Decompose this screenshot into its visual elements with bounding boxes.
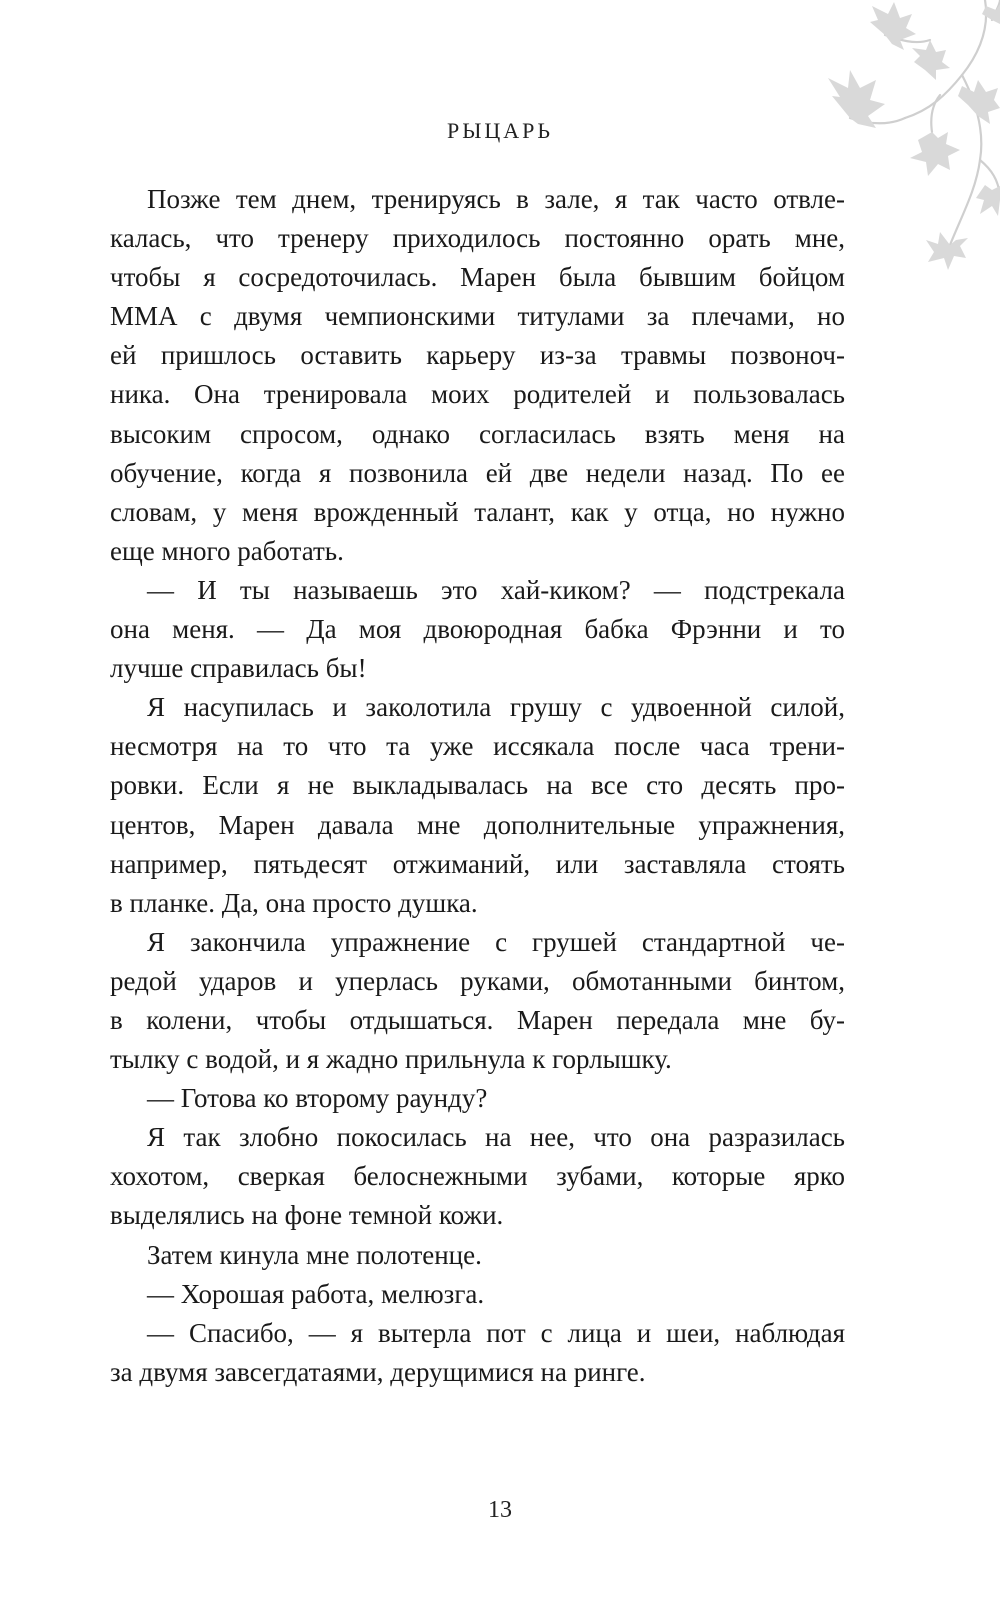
text-line: тылку с водой, и я жадно прильнула к горлышку. [110, 1044, 672, 1075]
text-line: Я насупилась и заколотила грушу с удвоенной силой, [147, 692, 845, 723]
text-line: она меня. — Да моя двоюродная бабка Фрэнни и то [110, 614, 845, 645]
text-line: Затем кинула мне полотенце. [147, 1239, 482, 1270]
running-head: РЫЦАРЬ [446, 118, 554, 143]
text-line: в планке. Да, она просто душка. [110, 887, 478, 918]
text-line: Я закончила упражнение с грушей стандартной че- [147, 926, 845, 957]
text-line: например, пятьдесят отжиманий, или заставляла стоять [110, 848, 845, 879]
text-line: хохотом, сверкая белоснежными зубами, которые ярко [110, 1161, 845, 1192]
text-line: несмотря на то что та уже иссякала после часа трени- [110, 731, 845, 762]
text-line: ММА с двумя чемпионскими титулами за плечами, но [110, 301, 845, 332]
body-text [110, 180, 845, 1392]
text-line: центов, Марен давала мне дополнительные упражнения, [110, 809, 845, 840]
text-line: калась, что тренеру приходилось постоянно орать мне, [110, 223, 845, 254]
text-line: ровки. Если я не выкладывалась на все сто десять про- [110, 770, 845, 801]
text-line: в колени, чтобы отдышаться. Марен передала мне бу- [110, 1004, 845, 1035]
text-line: Позже тем днем, тренируясь в зале, я так часто отвле- [147, 184, 845, 214]
text-line: ей пришлось оставить карьеру из-за травмы позвоноч- [110, 340, 845, 371]
text-line: — И ты называешь это хай-киком? — подстрекала [147, 574, 845, 605]
text-line: — Спасибо, — я вытерла пот с лица и шеи, наблюдая [147, 1317, 845, 1348]
text-line: обучение, когда я позвонила ей две недели назад. По ее [110, 457, 845, 488]
text-line: — Готова ко второму раунду? [147, 1083, 488, 1114]
text-line: словам, у меня врожденный талант, как у отца, но нужно [110, 496, 845, 527]
text-line: выделялись на фоне темной кожи. [110, 1200, 504, 1231]
text-line: за двумя завсегдатаями, дерущимися на ринге. [110, 1356, 646, 1387]
text-line: еще много работать. [110, 535, 344, 566]
text-line: Я так злобно покосилась на нее, что она разразилась [147, 1122, 845, 1153]
text-line: ника. Она тренировала моих родителей и пользовалась [110, 379, 845, 410]
text-line: чтобы я сосредоточилась. Марен была бывшим бойцом [110, 262, 845, 293]
text-line: высоким спросом, однако согласилась взять меня на [110, 418, 845, 449]
text-line: лучше справилась бы! [110, 653, 367, 684]
text-line: — Хорошая работа, мелюзга. [147, 1278, 485, 1309]
page-number: 13 [488, 1497, 512, 1523]
text-line: редой ударов и уперлась руками, обмотанными бинтом, [110, 965, 845, 996]
